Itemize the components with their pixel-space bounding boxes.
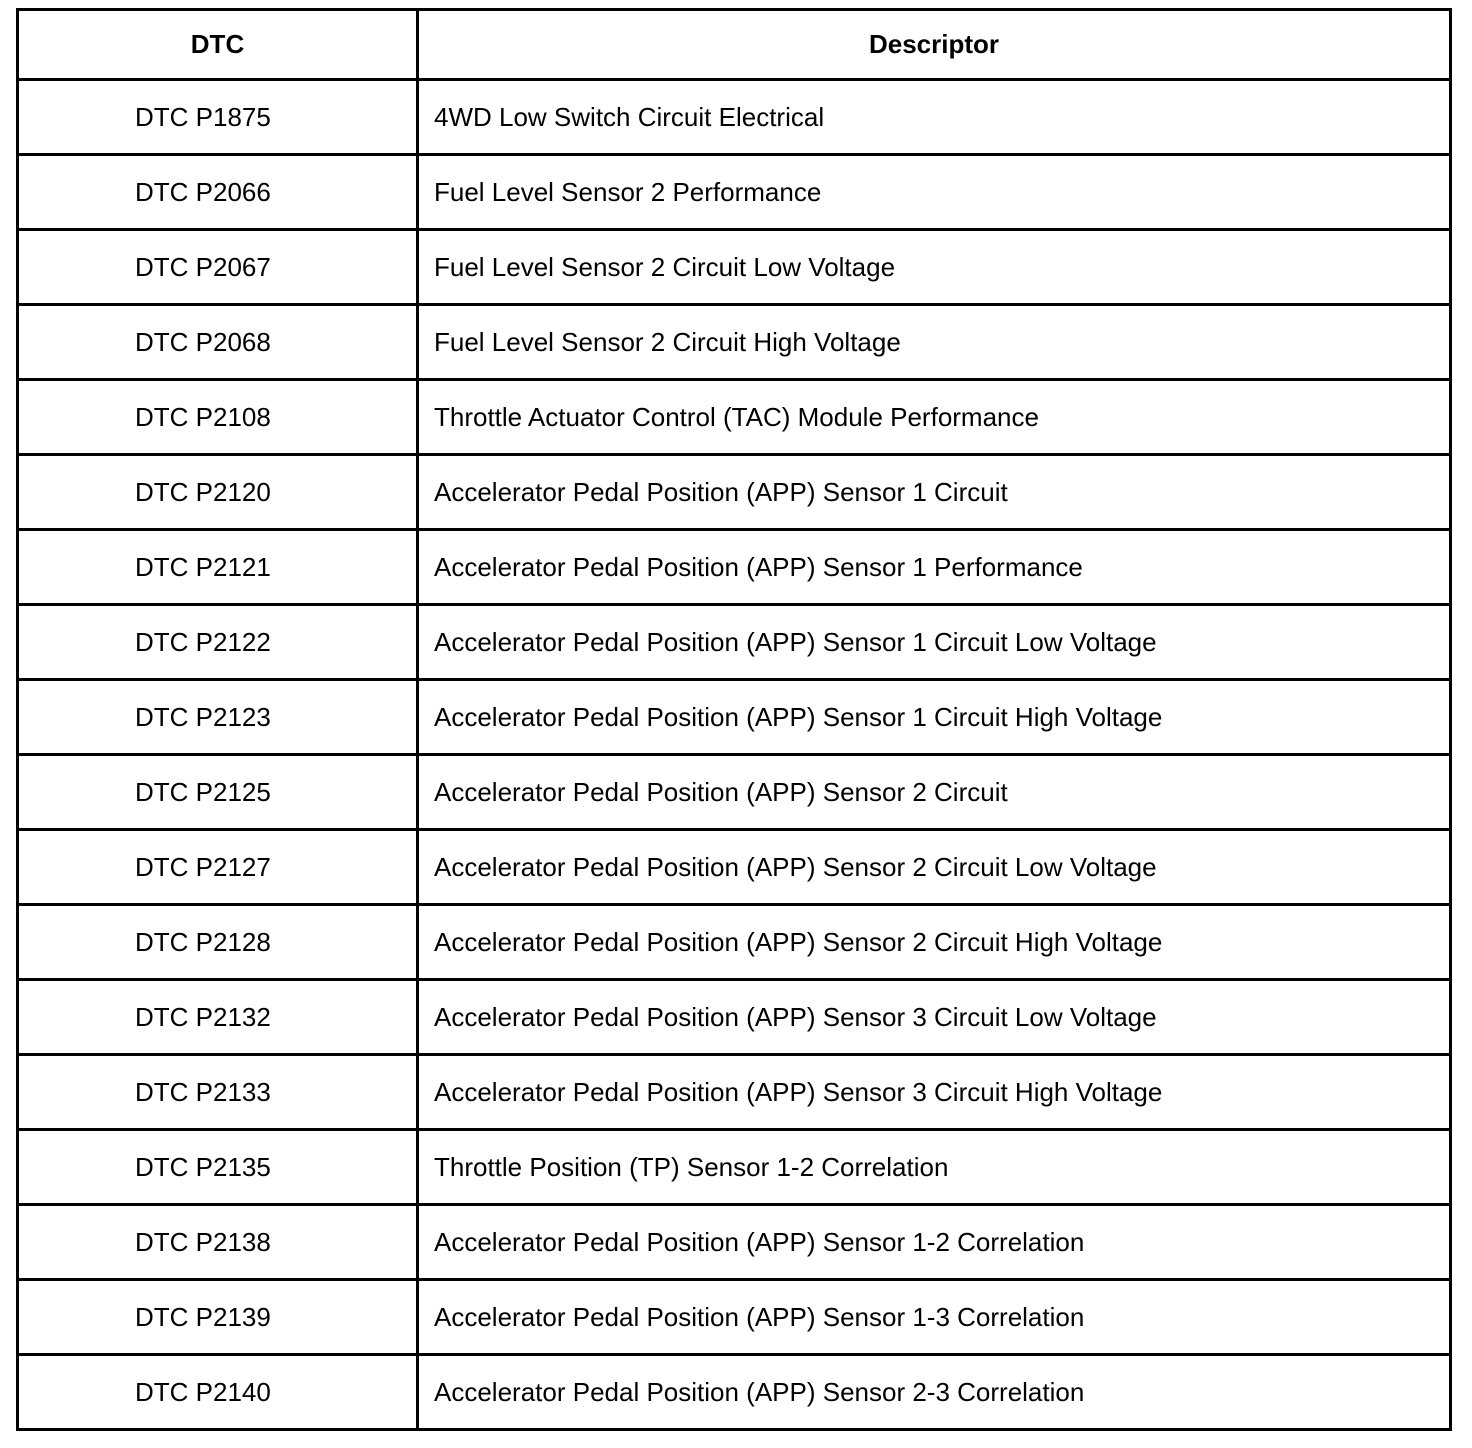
dtc-code-cell: DTC P2140 bbox=[18, 1355, 418, 1430]
table-row bbox=[18, 80, 1451, 155]
header-descriptor: Descriptor bbox=[418, 10, 1451, 80]
dtc-code-cell: DTC P2139 bbox=[18, 1280, 418, 1355]
dtc-descriptor-cell: Fuel Level Sensor 2 Performance bbox=[418, 155, 1451, 230]
table-header bbox=[18, 10, 1451, 80]
table-row bbox=[18, 530, 1451, 605]
table-row bbox=[18, 1055, 1451, 1130]
table-row bbox=[18, 905, 1451, 980]
dtc-code-cell: DTC P2133 bbox=[18, 1055, 418, 1130]
dtc-code-cell: DTC P2135 bbox=[18, 1130, 418, 1205]
table-row bbox=[18, 755, 1451, 830]
dtc-code-cell: DTC P1875 bbox=[18, 80, 418, 155]
dtc-descriptor-cell: Accelerator Pedal Position (APP) Sensor 2-3 Correlation bbox=[418, 1355, 1451, 1430]
dtc-descriptor-cell: Accelerator Pedal Position (APP) Sensor 3 Circuit High Voltage bbox=[418, 1055, 1451, 1130]
table-row bbox=[18, 1130, 1451, 1205]
dtc-code-cell: DTC P2123 bbox=[18, 680, 418, 755]
dtc-descriptor-cell: Accelerator Pedal Position (APP) Sensor 1 Performance bbox=[418, 530, 1451, 605]
dtc-code-cell: DTC P2108 bbox=[18, 380, 418, 455]
table-row bbox=[18, 830, 1451, 905]
dtc-code-cell: DTC P2128 bbox=[18, 905, 418, 980]
table-row bbox=[18, 1205, 1451, 1280]
dtc-table bbox=[16, 8, 1452, 1431]
table-row bbox=[18, 230, 1451, 305]
dtc-code-cell: DTC P2132 bbox=[18, 980, 418, 1055]
table-row bbox=[18, 1355, 1451, 1430]
dtc-code-cell: DTC P2122 bbox=[18, 605, 418, 680]
table-row bbox=[18, 680, 1451, 755]
table-row bbox=[18, 1280, 1451, 1355]
dtc-descriptor-cell: 4WD Low Switch Circuit Electrical bbox=[418, 80, 1451, 155]
table-row bbox=[18, 305, 1451, 380]
table-row bbox=[18, 380, 1451, 455]
dtc-code-cell: DTC P2121 bbox=[18, 530, 418, 605]
dtc-descriptor-cell: Accelerator Pedal Position (APP) Sensor 1-3 Correlation bbox=[418, 1280, 1451, 1355]
dtc-descriptor-cell: Throttle Position (TP) Sensor 1-2 Correlation bbox=[418, 1130, 1451, 1205]
dtc-descriptor-cell: Fuel Level Sensor 2 Circuit High Voltage bbox=[418, 305, 1451, 380]
dtc-descriptor-cell: Accelerator Pedal Position (APP) Sensor 1 Circuit High Voltage bbox=[418, 680, 1451, 755]
dtc-code-cell: DTC P2066 bbox=[18, 155, 418, 230]
dtc-code-cell: DTC P2138 bbox=[18, 1205, 418, 1280]
dtc-descriptor-cell: Throttle Actuator Control (TAC) Module Performance bbox=[418, 380, 1451, 455]
dtc-descriptor-cell: Accelerator Pedal Position (APP) Sensor 1 Circuit Low Voltage bbox=[418, 605, 1451, 680]
dtc-descriptor-cell: Accelerator Pedal Position (APP) Sensor 2 Circuit High Voltage bbox=[418, 905, 1451, 980]
dtc-descriptor-cell: Accelerator Pedal Position (APP) Sensor 1 Circuit bbox=[418, 455, 1451, 530]
dtc-code-cell: DTC P2068 bbox=[18, 305, 418, 380]
header-row bbox=[18, 10, 1451, 80]
dtc-descriptor-cell: Accelerator Pedal Position (APP) Sensor 1-2 Correlation bbox=[418, 1205, 1451, 1280]
dtc-code-cell: DTC P2127 bbox=[18, 830, 418, 905]
table-row bbox=[18, 605, 1451, 680]
table-row bbox=[18, 455, 1451, 530]
header-dtc: DTC bbox=[18, 10, 418, 80]
dtc-descriptor-cell: Accelerator Pedal Position (APP) Sensor 2 Circuit bbox=[418, 755, 1451, 830]
dtc-code-cell: DTC P2125 bbox=[18, 755, 418, 830]
dtc-descriptor-cell: Accelerator Pedal Position (APP) Sensor 3 Circuit Low Voltage bbox=[418, 980, 1451, 1055]
dtc-descriptor-cell: Accelerator Pedal Position (APP) Sensor 2 Circuit Low Voltage bbox=[418, 830, 1451, 905]
dtc-code-cell: DTC P2067 bbox=[18, 230, 418, 305]
table-row bbox=[18, 155, 1451, 230]
table-row bbox=[18, 980, 1451, 1055]
dtc-descriptor-cell: Fuel Level Sensor 2 Circuit Low Voltage bbox=[418, 230, 1451, 305]
table-body bbox=[18, 80, 1451, 1430]
dtc-code-cell: DTC P2120 bbox=[18, 455, 418, 530]
